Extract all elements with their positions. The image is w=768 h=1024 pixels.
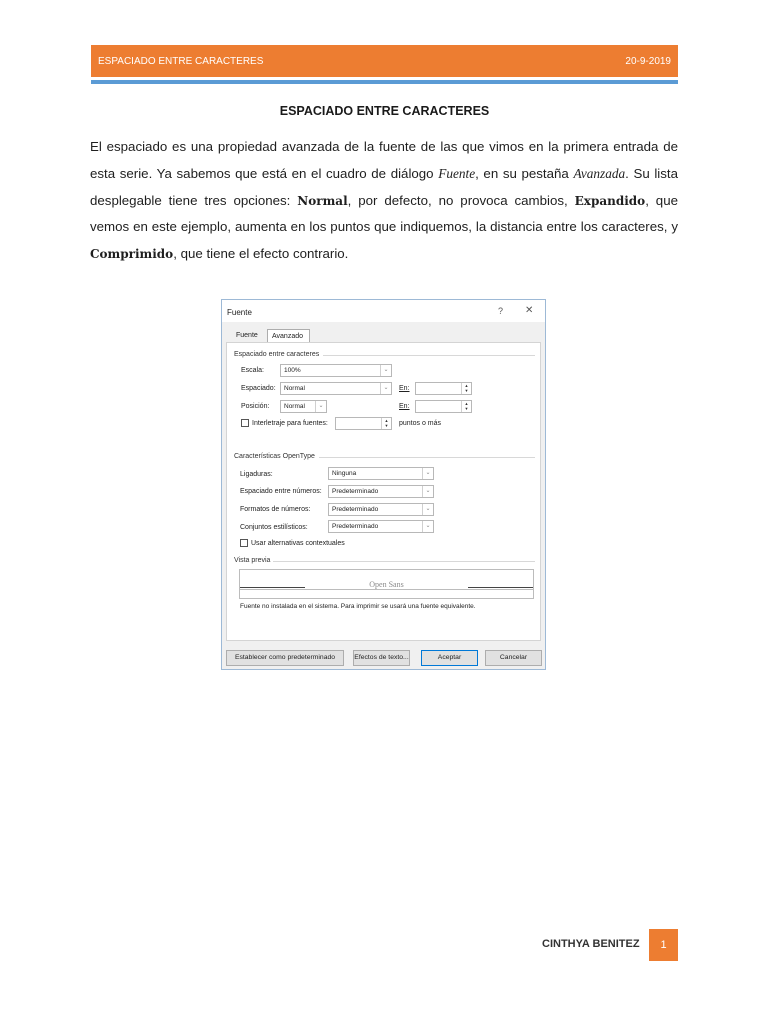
paragraph-text: , que vemos en este ejemplo, aumenta en los puntos que indiquemos, la distancia entre los caracteres, y: [90, 192, 678, 235]
espaciado-combo[interactable]: [280, 382, 392, 395]
footer-author: CINTHYA BENITEZ: [542, 938, 640, 950]
preview-box: [239, 569, 534, 599]
term-fuente: Fuente: [438, 165, 476, 181]
header-date: 20-9-2019: [625, 55, 671, 67]
text-effects-button[interactable]: Efectos de texto...: [353, 650, 410, 666]
puntos-label: puntos o más: [399, 420, 442, 427]
help-icon[interactable]: ?: [498, 306, 504, 316]
paragraph-text: , que tiene el efecto contrario.: [173, 246, 349, 262]
ligaduras-label: Ligaduras:: [240, 471, 273, 478]
advanced-panel: [226, 342, 541, 641]
tab-avanzado[interactable]: Avanzado: [267, 329, 310, 343]
header-accent-line: [91, 80, 678, 84]
chevron-down-icon: ⌄: [380, 365, 391, 376]
dialog-titlebar: [222, 300, 545, 322]
section-spacing: Espaciado entre caracteres: [234, 351, 320, 358]
term-avanzada: Avanzada: [573, 165, 626, 181]
paragraph-text: El espaciado es una propiedad avanzada de la fuente de las que vimos en la primera entrada de esta serie. Ya sabemos que está en el cuadro de diálogo: [90, 139, 678, 181]
en-label: En:: [399, 403, 410, 410]
preview-note: Fuente no instalada en el sistema. Para imprimir se usará una fuente equivalente.: [240, 603, 476, 610]
set-default-button[interactable]: Establecer como predeterminado: [226, 650, 344, 666]
ligaduras-combo[interactable]: [328, 467, 434, 480]
page-number: 1: [649, 929, 678, 961]
formatos-combo[interactable]: [328, 503, 434, 516]
term-normal: Normal: [297, 193, 348, 208]
chevron-down-icon: ⌄: [380, 383, 391, 394]
formatos-value: Predeterminado: [332, 506, 379, 513]
ligaduras-value: Ninguna: [332, 470, 357, 477]
document-title: ESPACIADO ENTRE CARACTERES: [279, 104, 490, 118]
divider: [273, 561, 535, 562]
divider: [323, 355, 535, 356]
escala-label: Escala:: [241, 367, 264, 374]
preview-baseline: [240, 589, 533, 590]
espaciado-points-spinner[interactable]: [415, 382, 472, 395]
close-icon[interactable]: ✕: [525, 305, 534, 316]
interletraje-checkbox[interactable]: [241, 419, 249, 427]
divider: [319, 457, 535, 458]
font-dialog: [221, 299, 546, 670]
term-expandido: Expandido: [574, 193, 646, 208]
chevron-down-icon: ⌄: [315, 401, 326, 412]
section-opentype: Características OpenType: [234, 453, 315, 460]
interletraje-spinner[interactable]: [335, 417, 392, 430]
alternativas-checkbox[interactable]: [240, 539, 248, 547]
paragraph-text: , por defecto, no provoca cambios,: [347, 192, 575, 208]
interletraje-label: Interletraje para fuentes:: [252, 420, 328, 427]
chevron-down-icon: ⌄: [422, 468, 433, 479]
dialog-title: Fuente: [227, 308, 252, 317]
spinner-arrows-icon[interactable]: ▲ ▼: [381, 418, 391, 429]
chevron-down-icon: ⌄: [422, 521, 433, 532]
posicion-value: Normal: [284, 403, 305, 410]
conjuntos-label: Conjuntos estilísticos:: [240, 524, 308, 531]
tab-fuente[interactable]: Fuente: [236, 332, 258, 339]
preview-text: Open Sans: [369, 580, 404, 589]
paragraph-text: . Su lista desplegable tiene tres opciones:: [90, 165, 678, 208]
header-title: ESPACIADO ENTRE CARACTERES: [98, 55, 264, 67]
espaciado-value: Normal: [284, 385, 305, 392]
escala-combo[interactable]: [280, 364, 392, 377]
page-header: [91, 45, 678, 77]
posicion-label: Posición:: [241, 403, 270, 410]
chevron-down-icon: ⌄: [422, 504, 433, 515]
preview-line: [468, 587, 533, 588]
posicion-points-spinner[interactable]: [415, 400, 472, 413]
term-comprimido: Comprimido: [90, 247, 174, 262]
spinner-arrows-icon[interactable]: ▲ ▼: [461, 383, 471, 394]
esp-numeros-label: Espaciado entre números:: [240, 488, 322, 495]
en-label: En:: [399, 385, 410, 392]
posicion-combo[interactable]: [280, 400, 327, 413]
cancel-button[interactable]: Cancelar: [485, 650, 542, 666]
paragraph-text: , en su pestaña: [475, 165, 574, 181]
chevron-down-icon: ⌄: [422, 486, 433, 497]
conjuntos-combo[interactable]: [328, 520, 434, 533]
esp-numeros-value: Predeterminado: [332, 488, 379, 495]
formatos-label: Formatos de números:: [240, 506, 311, 513]
document-paragraph: [90, 134, 678, 268]
espaciado-label: Espaciado:: [241, 385, 276, 392]
accept-button[interactable]: Aceptar: [421, 650, 478, 666]
section-preview: Vista previa: [234, 557, 271, 564]
conjuntos-value: Predeterminado: [332, 523, 379, 530]
escala-value: 100%: [284, 367, 301, 374]
alternativas-label: Usar alternativas contextuales: [251, 540, 345, 547]
spinner-arrows-icon[interactable]: ▲ ▼: [461, 401, 471, 412]
esp-numeros-combo[interactable]: [328, 485, 434, 498]
